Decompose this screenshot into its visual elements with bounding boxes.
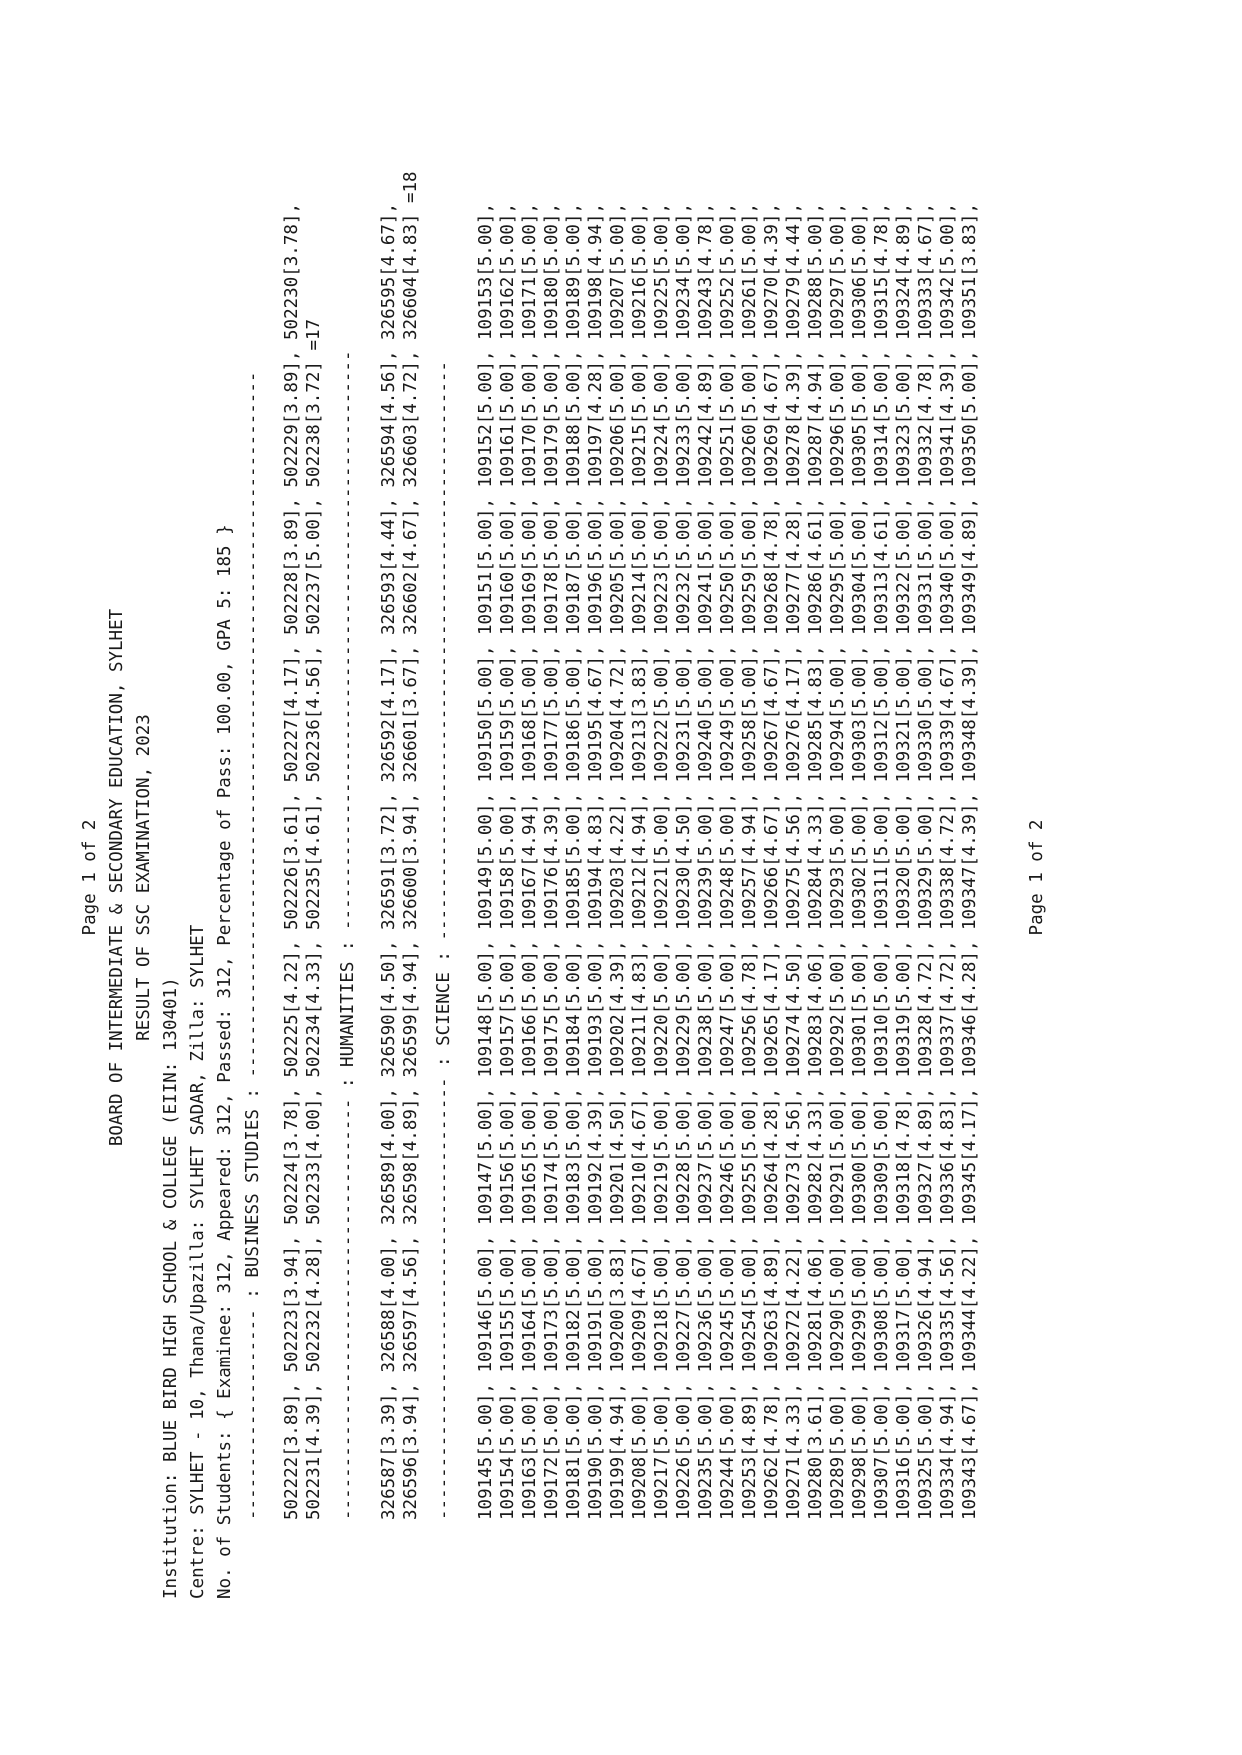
science-row: 109262[4.78], 109263[4.89], 109264[4.28], 109265[4.17], 109266[4.67], 109267[4.67], 109268[4.78], 109269[4.67], 109270[4.39],: [762, 203, 782, 1520]
science-row: 109298[5.00], 109299[5.00], 109300[5.00], 109301[5.00], 109302[5.00], 109303[5.00], 109304[5.00], 109305[5.00], 109306[5.00],: [850, 203, 870, 1520]
board-title: BOARD OF INTERMEDIATE & SECONDARY EDUCATION, SYLHET: [107, 608, 127, 1147]
humanities-separator: ---------------------------------------- : HUMANITIES : -------------------------------------------------------: [338, 350, 358, 1520]
science-row: 109271[4.33], 109272[4.22], 109273[4.56], 109274[4.50], 109275[4.56], 109276[4.17], 109277[4.28], 109278[4.39], 109279[4.44],: [784, 203, 804, 1520]
students-summary: No. of Students: { Examinee: 312, Appeared: 312, Passed: 312, Percentage of Pass: 100.00, GPA 5: 185 }: [215, 524, 235, 1599]
business-row: 502222[3.89], 502223[3.94], 502224[3.78], 502225[4.22], 502226[3.61], 502227[4.17], 502228[3.89], 502229[3.89], 502230[3.78],: [282, 203, 302, 1520]
science-separator: ------------------------------------------ : SCIENCE : -------------------------------------------------------: [434, 361, 454, 1520]
science-row: 109172[5.00], 109173[5.00], 109174[5.00], 109175[5.00], 109176[4.39], 109177[5.00], 109178[5.00], 109179[5.00], 109180[5.00],: [542, 203, 562, 1520]
science-row: 109154[5.00], 109155[5.00], 109156[5.00], 109157[5.00], 109158[5.00], 109159[5.00], 109160[5.00], 109161[5.00], 109162[5.00],: [498, 203, 518, 1520]
humanities-row: 326596[3.94], 326597[4.56], 326598[4.89], 326599[4.94], 326600[3.94], 326601[3.67], 326602[4.67], 326603[4.72], 326604[4.83] =18: [401, 171, 421, 1520]
science-row: 109217[5.00], 109218[5.00], 109219[5.00], 109220[5.00], 109221[5.00], 109222[5.00], 109223[5.00], 109224[5.00], 109225[5.00],: [652, 203, 672, 1520]
science-row: 109145[5.00], 109146[5.00], 109147[5.00], 109148[5.00], 109149[5.00], 109150[5.00], 109151[5.00], 109152[5.00], 109153[5.00],: [476, 203, 496, 1520]
science-row: 109235[5.00], 109236[5.00], 109237[5.00], 109238[5.00], 109239[5.00], 109240[5.00], 109241[5.00], 109242[4.89], 109243[4.78],: [696, 203, 716, 1520]
centre-line: Centre: SYLHET - 10, Thana/Upazilla: SYLHET SADAR, Zilla: SYLHET: [188, 924, 208, 1599]
page-label-bottom: Page 1 of 2: [1027, 819, 1047, 936]
science-row: 109343[4.67], 109344[4.22], 109345[4.17], 109346[4.28], 109347[4.39], 109348[4.39], 109349[4.89], 109350[5.00], 109351[3.83],: [960, 203, 980, 1520]
science-row: 109226[5.00], 109227[5.00], 109228[5.00], 109229[5.00], 109230[4.50], 109231[5.00], 109232[5.00], 109233[5.00], 109234[5.00],: [674, 203, 694, 1520]
science-row: 109199[4.94], 109200[3.83], 109201[4.50], 109202[4.39], 109203[4.22], 109204[4.72], 109205[5.00], 109206[5.00], 109207[5.00],: [608, 203, 628, 1520]
science-row: 109280[3.61], 109281[4.06], 109282[4.33], 109283[4.06], 109284[4.33], 109285[4.83], 109286[4.61], 109287[4.94], 109288[5.00],: [806, 203, 826, 1520]
science-row: 109307[5.00], 109308[5.00], 109309[5.00], 109310[5.00], 109311[5.00], 109312[5.00], 109313[4.61], 109314[5.00], 109315[4.78],: [872, 203, 892, 1520]
science-row: 109325[5.00], 109326[4.94], 109327[4.89], 109328[4.72], 109329[5.00], 109330[5.00], 109331[5.00], 109332[4.78], 109333[4.67],: [916, 203, 936, 1520]
science-row: 109244[5.00], 109245[5.00], 109246[5.00], 109247[5.00], 109248[5.00], 109249[5.00], 109250[5.00], 109251[5.00], 109252[5.00],: [718, 203, 738, 1520]
page-label-top: Page 1 of 2: [80, 819, 100, 936]
institution-line: Institution: BLUE BIRD HIGH SCHOOL & COLLEGE (EIIN: 130401): [161, 977, 181, 1599]
science-row: 109316[5.00], 109317[5.00], 109318[4.78], 109319[5.00], 109320[5.00], 109321[5.00], 109322[5.00], 109323[5.00], 109324[4.89],: [894, 203, 914, 1520]
science-row: 109334[4.94], 109335[4.56], 109336[4.83], 109337[4.72], 109338[4.72], 109339[4.67], 109340[5.00], 109341[4.39], 109342[5.00],: [938, 203, 958, 1520]
science-row: 109190[5.00], 109191[5.00], 109192[4.39], 109193[5.00], 109194[4.83], 109195[4.67], 109196[5.00], 109197[4.28], 109198[4.94],: [586, 203, 606, 1520]
humanities-row: 326587[3.39], 326588[4.00], 326589[4.00], 326590[4.50], 326591[3.72], 326592[4.17], 326593[4.44], 326594[4.56], 326595[4.67],: [379, 203, 399, 1520]
exam-title: RESULT OF SSC EXAMINATION, 2023: [134, 714, 154, 1041]
science-row: 109289[5.00], 109290[5.00], 109291[5.00], 109292[5.00], 109293[5.00], 109294[5.00], 109295[5.00], 109296[5.00], 109297[5.00],: [828, 203, 848, 1520]
science-row: 109181[5.00], 109182[5.00], 109183[5.00], 109184[5.00], 109185[5.00], 109186[5.00], 109187[5.00], 109188[5.00], 109189[5.00],: [564, 203, 584, 1520]
business-studies-separator: -------------------- : BUSINESS STUDIES : -------------------------------------------------------------------: [243, 371, 263, 1520]
science-row: 109208[5.00], 109209[4.67], 109210[4.67], 109211[4.83], 109212[4.94], 109213[3.83], 109214[5.00], 109215[5.00], 109216[5.00],: [630, 203, 650, 1520]
science-row: 109163[5.00], 109164[5.00], 109165[5.00], 109166[5.00], 109167[4.94], 109168[5.00], 109169[5.00], 109170[5.00], 109171[5.00],: [520, 203, 540, 1520]
science-row: 109253[4.89], 109254[5.00], 109255[5.00], 109256[4.78], 109257[4.94], 109258[5.00], 109259[5.00], 109260[5.00], 109261[5.00],: [740, 203, 760, 1520]
business-row: 502231[4.39], 502232[4.28], 502233[4.00], 502234[4.33], 502235[4.61], 502236[4.56], 502237[5.00], 502238[3.72] =17: [304, 318, 324, 1520]
